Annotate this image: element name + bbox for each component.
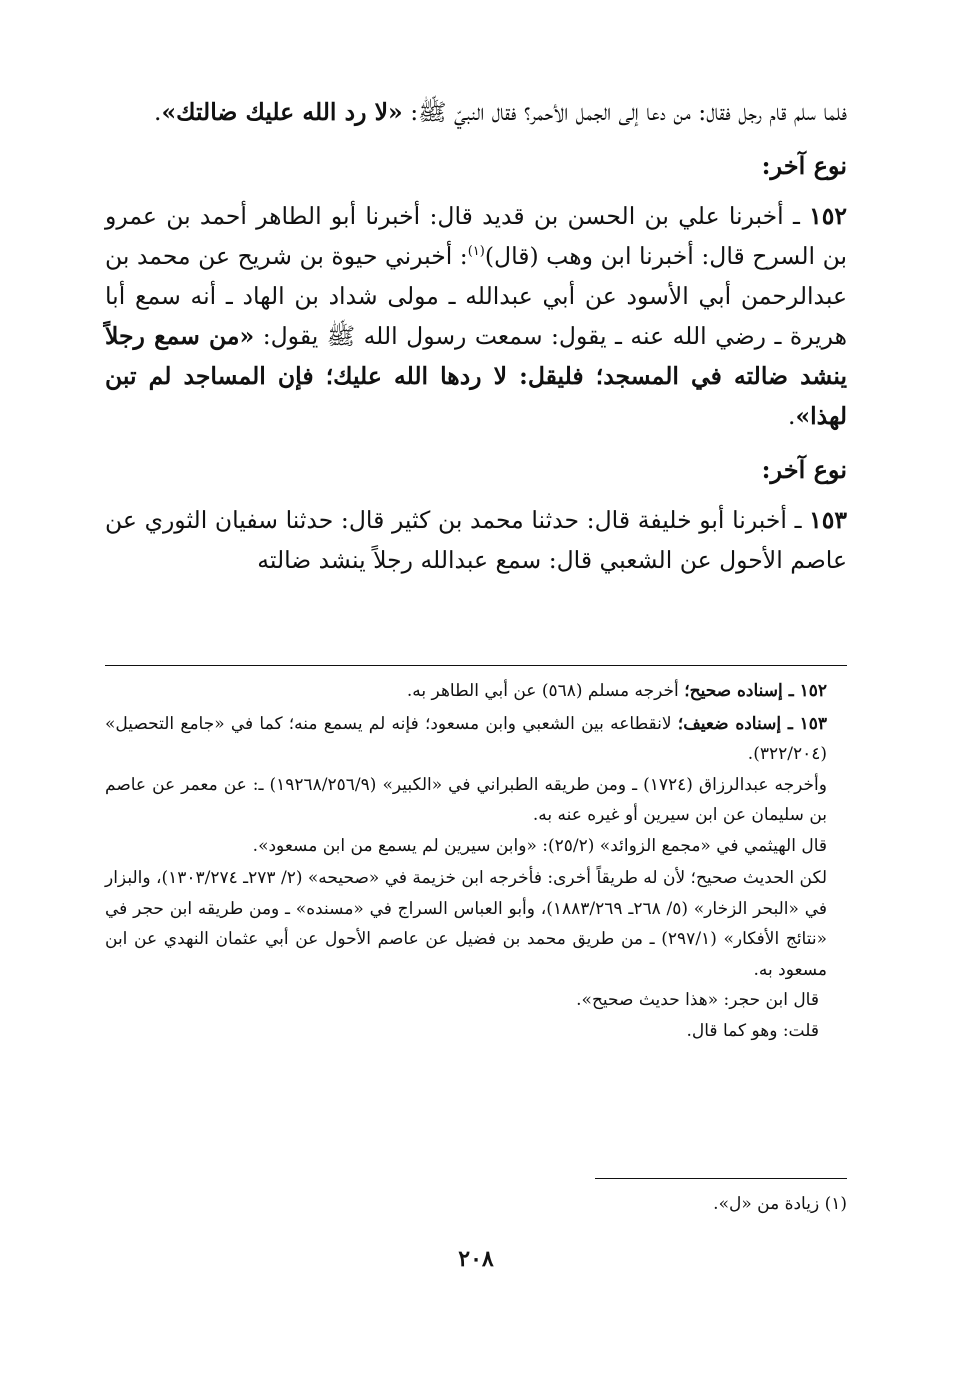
note-text: لانقطاعه بين الشعبي وابن مسعود؛ فإنه لم يسمع منه؛ كما في «جامع التحصيل» (٣٢٢/٢٠٤).: [105, 713, 827, 764]
notes-separator: [105, 665, 847, 666]
note-153: [105, 709, 847, 770]
book-page: [105, 0, 847, 1374]
paragraph-1: [105, 92, 847, 132]
note-text: أخرجه مسلم (٥٦٨) عن أبي الطاهر به.: [406, 681, 685, 701]
note-153-corroboration: لكن الحديث صحيح؛ لأن له طريقاً أخرى: فأخرجه ابن خزيمة في «صحيحه» (٢/ ٢٧٣ـ ١٣٠٣/٢٧٤)، والبزار في «البحر الزخار» (٥/ ٢٦٨ـ ١٨٨٣/٢٦٩)، وأبو العباس السراج في «مسنده» ـ ومن طريقه ابن حجر في «نتائج الأفكار» (٢٩٧/١) ـ من طريق محمد بن فضيل عن عاصم الأحول عن أبي عثمان النهدي عن ابن مسعود به.: [105, 868, 828, 980]
grading: ـ إسناده ضعيف؛: [677, 713, 800, 734]
paragraph-text: فلما سلم قام رجل فقال: من دعا إلى الجمل الأحمر؟ فقال النبيّ ﷺ:: [402, 98, 847, 126]
note-153-ibn-hajar: قال ابن حجر: «هذا حديث صحيح».: [576, 990, 819, 1010]
hadith-152: [105, 196, 847, 436]
section-heading-2: نوع آخر:: [761, 455, 847, 484]
isnad-text-2: : أخبرني حيوة بن شريح عن محمد بن عبدالرحمن أبي الأسود عن أبي عبدالله ـ مولى شداد بن الهاد ـ أنه سمع أبا هريرة ـ رضي الله عنه ـ يقول: سمعت رسول الله ﷺ يقول:: [105, 242, 847, 350]
note-number: ١٥٢: [799, 681, 827, 701]
footnote: (١) زيادة من «ل».: [713, 1194, 847, 1214]
page-number: ٢٠٨: [458, 1246, 494, 1272]
note-number: ١٥٣: [799, 713, 827, 734]
hadith-number: ١٥٣: [809, 506, 847, 534]
note-153-abdurrazzaq: وأخرجه عبدالرزاق (١٧٢٤) ـ ومن طريقه الطبراني في «الكبير» (١٩٢٦٨/٢٥٦/٩) ـ: عن معمر عن عاصم بن سليمان عن ابن سيرين أو غيره عنه به.: [105, 774, 827, 825]
hadith-number: ١٥٢: [809, 202, 847, 230]
note-153-haythami: قال الهيثمي في «مجمع الزوائد» (٢٥/٢): «وابن سيرين لم يسمع من ابن مسعود».: [252, 835, 827, 856]
punctuation: .: [787, 402, 796, 430]
footnote-ref[interactable]: (١): [467, 244, 485, 260]
footnote-separator: [595, 1178, 847, 1179]
hadith-quote: «لا رد الله عليك ضالتك»: [161, 98, 403, 126]
isnad-text: ـ أخبرنا علي بن الحسن بن قديد قال: أخبرنا أبو الطاهر أحمد بن عمرو بن السرح قال: أخبرنا ابن وهب (قال): [105, 202, 847, 270]
section-heading-1: نوع آخر:: [761, 151, 847, 180]
grading: ـ إسناده صحيح؛: [684, 681, 800, 701]
note-153-author: قلت: وهو كما قال.: [686, 1020, 819, 1041]
takhrij-notes: [105, 676, 847, 1046]
note-152: [105, 676, 847, 707]
hadith-153: [105, 500, 847, 580]
main-text: [105, 92, 847, 580]
isnad-text: ـ أخبرنا أبو خليفة قال: حدثنا محمد بن كثير قال: حدثنا سفيان الثوري عن عاصم الأحول عن الشعبي قال: سمع عبدالله رجلاً ينشد ضالته: [105, 506, 847, 574]
punctuation: .: [153, 98, 162, 126]
hadith-quote: «من سمع رجلاً ينشد ضالته في المسجد؛ فليقل: لا ردها الله عليك؛ فإن المساجد لم تبن لهذا»: [105, 322, 847, 430]
